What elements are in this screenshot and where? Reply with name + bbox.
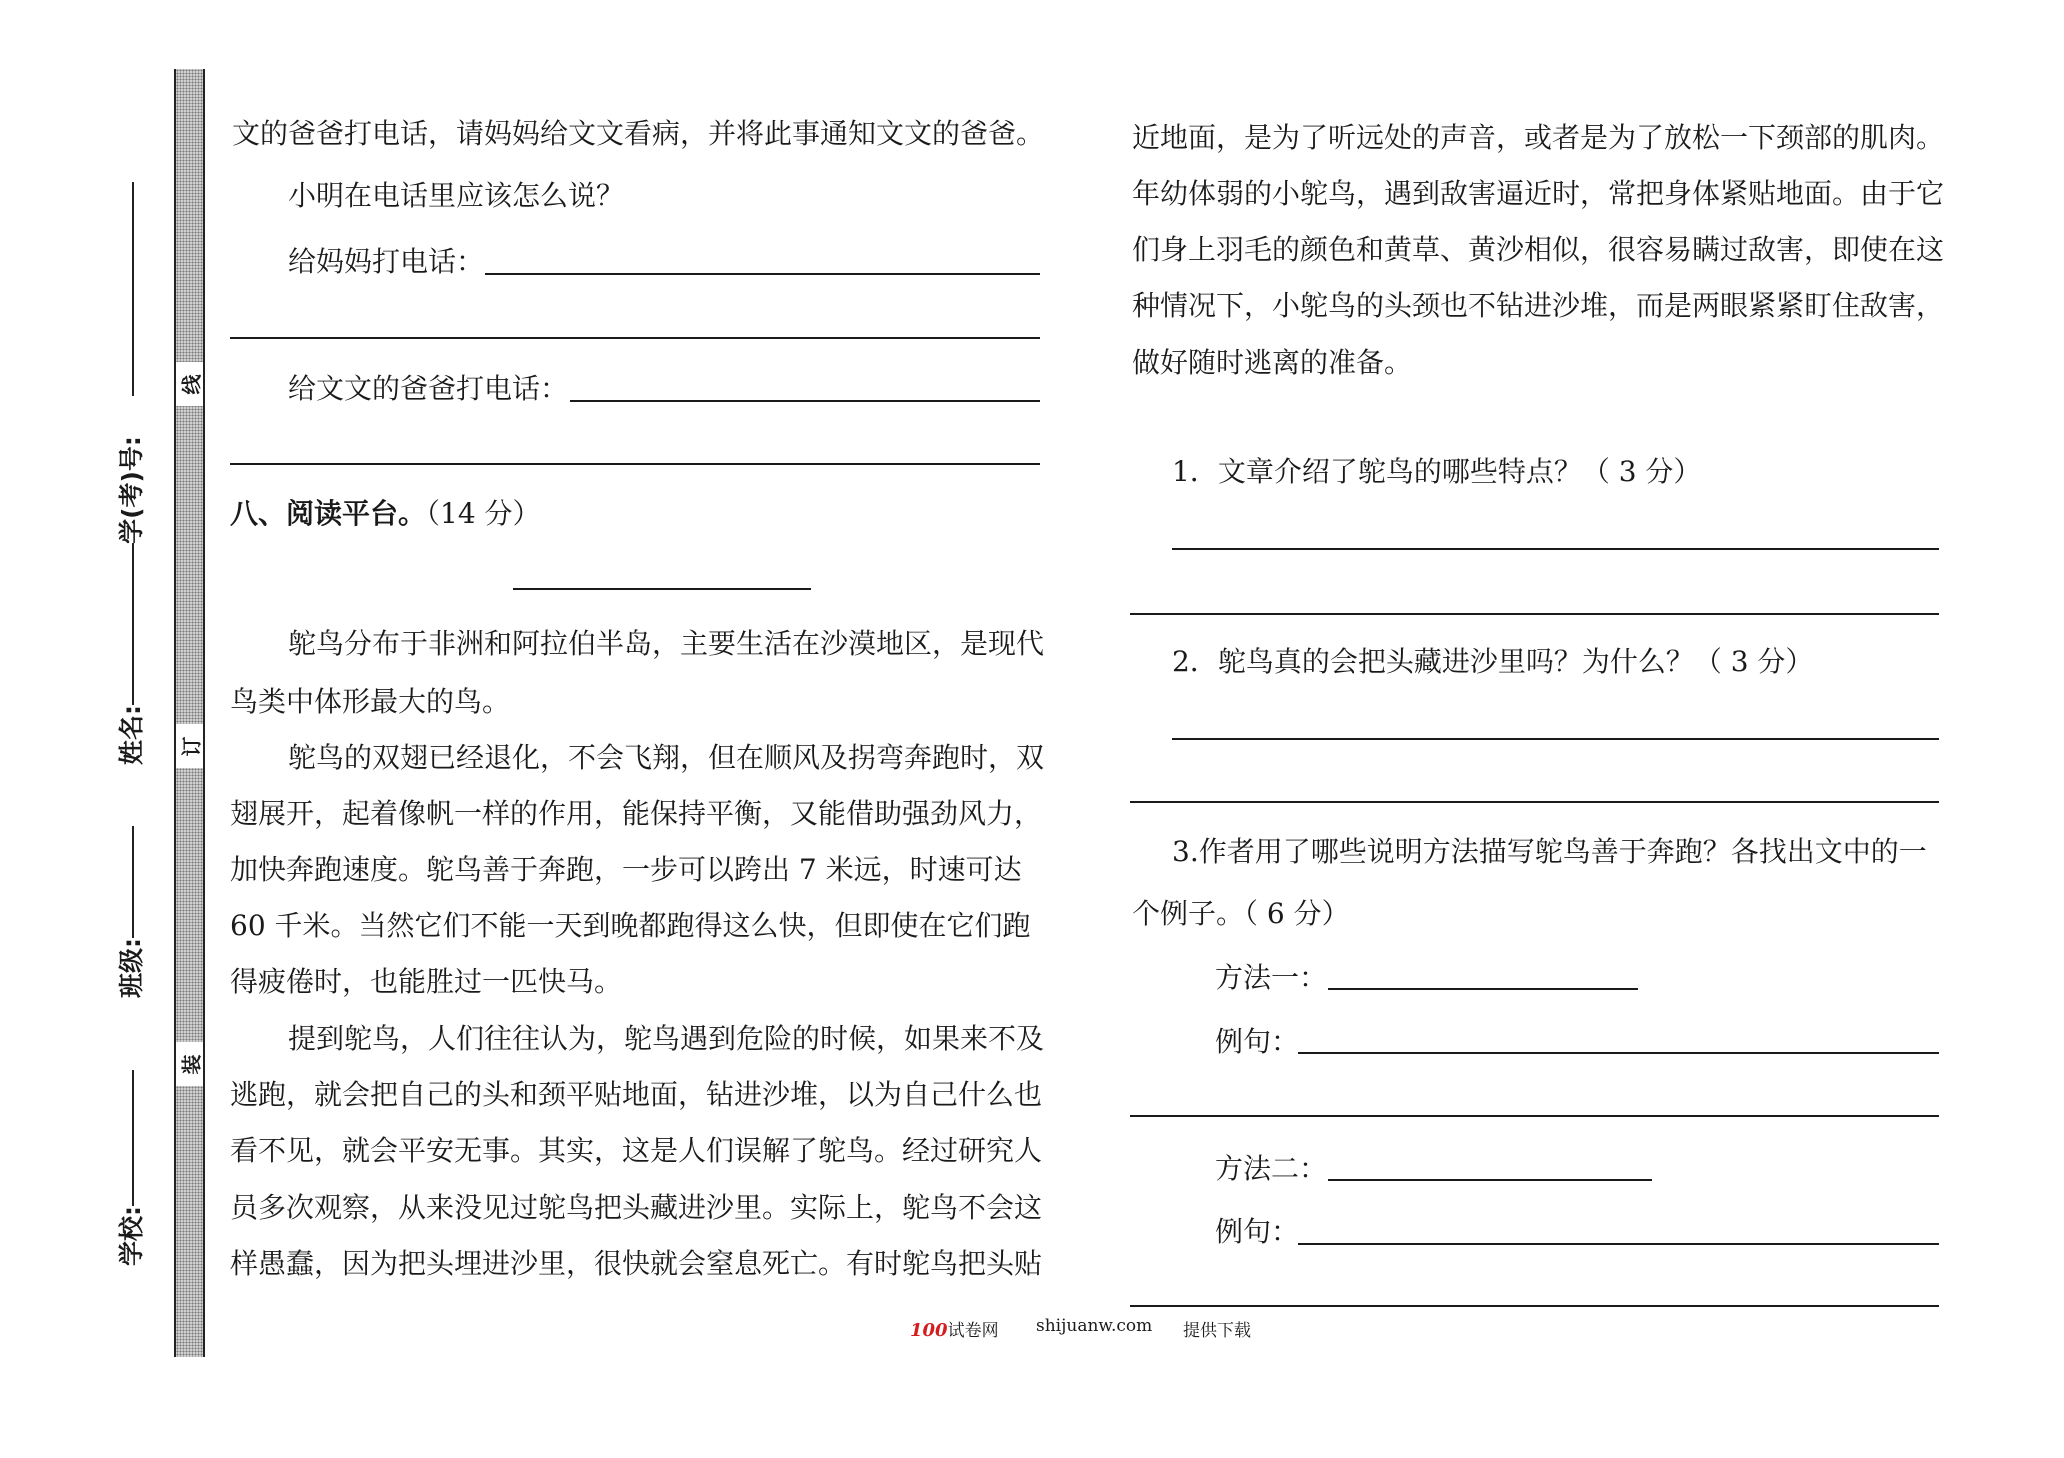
passage-line: 样愚蠢，因为把头埋进沙里，很快就会窒息死亡。有时鸵鸟把头贴: [230, 1247, 1043, 1280]
call-mom-label: 给妈妈打电话：: [288, 245, 485, 278]
passage-line: 翅展开，起着像帆一样的作用，能保持平衡，又能借助强劲风力，: [230, 797, 1043, 830]
passage-line: 种情况下，小鸵鸟的头颈也不钻进沙堆，而是两眼紧紧盯住敌害，: [1132, 289, 1945, 322]
logo-text: 试卷网: [947, 1321, 999, 1341]
call-dad-answer-line-2[interactable]: [230, 463, 1040, 465]
q2-answer-line-2[interactable]: [1130, 801, 1939, 803]
footer-domain[interactable]: shijuanw.com: [1036, 1316, 1153, 1336]
method-1-label: 方法一：: [1215, 961, 1328, 994]
passage-line: 年幼体弱的小鸵鸟，遇到敌害逼近时，常把身体紧贴地面。由于它: [1132, 177, 1945, 210]
call-mom-answer-line[interactable]: [485, 273, 1040, 275]
binding-strip: [174, 69, 205, 1357]
name-input-line[interactable]: [132, 543, 134, 705]
example-2-label: 例句：: [1215, 1215, 1300, 1248]
call-dad-answer-line[interactable]: [570, 400, 1040, 402]
passage-line: 看不见，就会平安无事。其实，这是人们误解了鸵鸟。经过研究人: [230, 1134, 1043, 1167]
passage-line: 逃跑，就会把自己的头和颈平贴地面，钻进沙堆，以为自己什么也: [230, 1078, 1043, 1111]
student-no-label: 学(考)号:: [117, 436, 147, 544]
phone-question: 小明在电话里应该怎么说？: [288, 179, 625, 212]
section-score: （14 分）: [426, 497, 541, 530]
method-2-answer-line[interactable]: [1328, 1179, 1652, 1181]
q2-answer-line-1[interactable]: [1172, 738, 1939, 740]
passage-line: 近地面，是为了听远处的声音，或者是为了放松一下颈部的肌肉。: [1132, 121, 1945, 154]
left-line-1: 文的爸爸打电话，请妈妈给文文看病，并将此事通知文文的爸爸。: [232, 117, 1045, 150]
example-1-label: 例句：: [1215, 1025, 1300, 1058]
passage-line: 60 千米。当然它们不能一天到晚都跑得这么快，但即使在它们跑: [230, 909, 1031, 942]
footer-logo: [910, 1316, 999, 1341]
passage-line: 提到鸵鸟，人们往往认为，鸵鸟遇到危险的时候，如果来不及: [288, 1022, 1045, 1055]
school-input-line[interactable]: [132, 1070, 134, 1206]
example-1-answer-line-2[interactable]: [1130, 1115, 1939, 1117]
example-1-answer-line[interactable]: [1298, 1052, 1939, 1054]
q1-answer-line-1[interactable]: [1172, 548, 1939, 550]
question-1: 1．文章介绍了鸵鸟的哪些特点？（ 3 分）: [1172, 455, 1702, 488]
logo-number: 100: [910, 1320, 948, 1341]
question-3-line-1: 3.作者用了哪些说明方法描写鸵鸟善于奔跑？各找出文中的一: [1172, 835, 1927, 868]
example-2-answer-line[interactable]: [1298, 1243, 1939, 1245]
method-2-label: 方法二：: [1215, 1152, 1328, 1185]
method-1-answer-line[interactable]: [1328, 988, 1638, 990]
binding-mark-staple: 订: [176, 724, 203, 768]
q1-answer-line-2[interactable]: [1130, 613, 1939, 615]
call-dad-label: 给文文的爸爸打电话：: [288, 372, 569, 405]
binding-mark-line: 线: [176, 362, 203, 406]
question-2: 2．鸵鸟真的会把头藏进沙里吗？为什么？（ 3 分）: [1172, 645, 1814, 678]
passage-line: 鸵鸟的双翅已经退化，不会飞翔，但在顺风及拐弯奔跑时，双: [288, 741, 1045, 774]
name-label: 姓名:: [117, 705, 146, 765]
footer-download-text: 提供下载: [1183, 1321, 1251, 1341]
student-no-input-line[interactable]: [132, 182, 134, 396]
class-input-line[interactable]: [132, 826, 134, 938]
passage-line: 鸵鸟分布于非洲和阿拉伯半岛，主要生活在沙漠地区，是现代: [288, 627, 1045, 660]
passage-line: 得疲倦时，也能胜过一匹快马。: [230, 965, 623, 998]
passage-line: 员多次观察，从来没见过鸵鸟把头藏进沙里。实际上，鸵鸟不会这: [230, 1191, 1043, 1224]
passage-line: 做好随时逃离的准备。: [1132, 346, 1413, 379]
call-mom-answer-line-2[interactable]: [230, 337, 1040, 339]
class-label: 班级:: [117, 938, 146, 998]
binding-mark-bind: 装: [176, 1042, 203, 1086]
school-label: 学校:: [117, 1206, 146, 1266]
question-3-line-2: 个例子。（ 6 分）: [1132, 897, 1350, 930]
section-heading: [230, 497, 541, 530]
passage-line: 们身上羽毛的颜色和黄草、黄沙相似，很容易瞒过敌害，即使在这: [1132, 233, 1945, 266]
example-2-answer-line-2[interactable]: [1130, 1305, 1939, 1307]
section-title: 八、阅读平台。: [230, 497, 427, 530]
passage-title-blank[interactable]: [513, 588, 811, 590]
passage-line: 鸟类中体形最大的鸟。: [230, 685, 511, 718]
passage-line: 加快奔跑速度。鸵鸟善于奔跑，一步可以跨出 7 米远，时速可达: [230, 853, 1022, 886]
